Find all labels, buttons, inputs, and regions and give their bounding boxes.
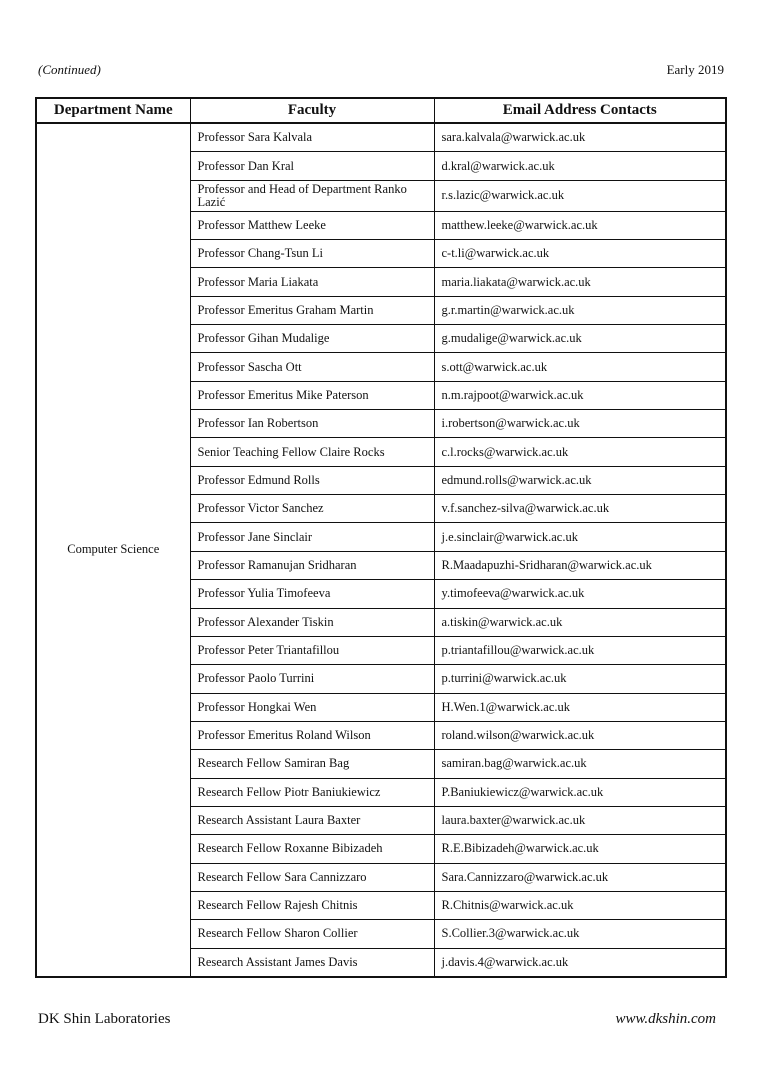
email-cell: j.e.sinclair@warwick.ac.uk xyxy=(434,523,726,551)
faculty-cell: Professor Sara Kalvala xyxy=(190,123,434,152)
faculty-cell: Professor Ramanujan Sridharan xyxy=(190,551,434,579)
footer-company: DK Shin Laboratories xyxy=(38,1011,171,1027)
faculty-cell: Professor Emeritus Roland Wilson xyxy=(190,721,434,749)
email-cell: c-t.li@warwick.ac.uk xyxy=(434,240,726,268)
email-cell: matthew.leeke@warwick.ac.uk xyxy=(434,211,726,239)
email-cell: laura.baxter@warwick.ac.uk xyxy=(434,806,726,834)
email-cell: p.triantafillou@warwick.ac.uk xyxy=(434,636,726,664)
date-label: Early 2019 xyxy=(666,62,724,77)
email-cell: maria.liakata@warwick.ac.uk xyxy=(434,268,726,296)
email-cell: r.s.lazic@warwick.ac.uk xyxy=(434,180,726,211)
faculty-cell: Professor Maria Liakata xyxy=(190,268,434,296)
faculty-cell: Professor Hongkai Wen xyxy=(190,693,434,721)
faculty-cell: Professor Matthew Leeke xyxy=(190,211,434,239)
table-header-row xyxy=(36,98,726,123)
email-cell: y.timofeeva@warwick.ac.uk xyxy=(434,580,726,608)
email-cell: sara.kalvala@warwick.ac.uk xyxy=(434,123,726,152)
email-cell: S.Collier.3@warwick.ac.uk xyxy=(434,920,726,948)
faculty-cell: Professor Edmund Rolls xyxy=(190,466,434,494)
department-name-cell: Computer Science xyxy=(36,123,190,977)
faculty-cell: Professor Paolo Turrini xyxy=(190,665,434,693)
faculty-cell: Professor Yulia Timofeeva xyxy=(190,580,434,608)
faculty-cell: Research Assistant James Davis xyxy=(190,948,434,977)
faculty-cell: Professor and Head of Department Ranko Lazić xyxy=(190,180,434,211)
email-cell: Sara.Cannizzaro@warwick.ac.uk xyxy=(434,863,726,891)
email-cell: samiran.bag@warwick.ac.uk xyxy=(434,750,726,778)
faculty-cell: Research Assistant Laura Baxter xyxy=(190,806,434,834)
email-cell: edmund.rolls@warwick.ac.uk xyxy=(434,466,726,494)
faculty-cell: Professor Emeritus Graham Martin xyxy=(190,296,434,324)
faculty-cell: Research Fellow Sharon Collier xyxy=(190,920,434,948)
faculty-cell: Senior Teaching Fellow Claire Rocks xyxy=(190,438,434,466)
email-cell: i.robertson@warwick.ac.uk xyxy=(434,410,726,438)
email-cell: g.mudalige@warwick.ac.uk xyxy=(434,325,726,353)
email-cell: v.f.sanchez-silva@warwick.ac.uk xyxy=(434,495,726,523)
faculty-cell: Professor Ian Robertson xyxy=(190,410,434,438)
footer-website: www.dkshin.com xyxy=(615,1011,716,1027)
faculty-cell: Research Fellow Piotr Baniukiewicz xyxy=(190,778,434,806)
email-cell: a.tiskin@warwick.ac.uk xyxy=(434,608,726,636)
email-cell: d.kral@warwick.ac.uk xyxy=(434,152,726,180)
faculty-cell: Professor Jane Sinclair xyxy=(190,523,434,551)
table-body xyxy=(36,123,726,977)
email-cell: s.ott@warwick.ac.uk xyxy=(434,353,726,381)
email-cell: R.Chitnis@warwick.ac.uk xyxy=(434,891,726,919)
faculty-cell: Professor Alexander Tiskin xyxy=(190,608,434,636)
email-cell: g.r.martin@warwick.ac.uk xyxy=(434,296,726,324)
continued-label: (Continued) xyxy=(38,62,101,77)
faculty-cell: Research Fellow Rajesh Chitnis xyxy=(190,891,434,919)
faculty-cell: Research Fellow Roxanne Bibizadeh xyxy=(190,835,434,863)
faculty-contact-table xyxy=(35,97,727,978)
faculty-cell: Research Fellow Samiran Bag xyxy=(190,750,434,778)
email-cell: R.Maadapuzhi-Sridharan@warwick.ac.uk xyxy=(434,551,726,579)
column-header-email: Email Address Contacts xyxy=(434,98,726,123)
faculty-cell: Professor Gihan Mudalige xyxy=(190,325,434,353)
faculty-cell: Professor Dan Kral xyxy=(190,152,434,180)
faculty-cell: Professor Emeritus Mike Paterson xyxy=(190,381,434,409)
email-cell: n.m.rajpoot@warwick.ac.uk xyxy=(434,381,726,409)
email-cell: H.Wen.1@warwick.ac.uk xyxy=(434,693,726,721)
email-cell: c.l.rocks@warwick.ac.uk xyxy=(434,438,726,466)
faculty-cell: Research Fellow Sara Cannizzaro xyxy=(190,863,434,891)
email-cell: p.turrini@warwick.ac.uk xyxy=(434,665,726,693)
column-header-department: Department Name xyxy=(36,98,190,123)
faculty-cell: Professor Peter Triantafillou xyxy=(190,636,434,664)
email-cell: j.davis.4@warwick.ac.uk xyxy=(434,948,726,977)
faculty-cell: Professor Chang-Tsun Li xyxy=(190,240,434,268)
email-cell: roland.wilson@warwick.ac.uk xyxy=(434,721,726,749)
email-cell: P.Baniukiewicz@warwick.ac.uk xyxy=(434,778,726,806)
table-row xyxy=(36,123,726,152)
faculty-cell: Professor Victor Sanchez xyxy=(190,495,434,523)
faculty-cell: Professor Sascha Ott xyxy=(190,353,434,381)
email-cell: R.E.Bibizadeh@warwick.ac.uk xyxy=(434,835,726,863)
column-header-faculty: Faculty xyxy=(190,98,434,123)
